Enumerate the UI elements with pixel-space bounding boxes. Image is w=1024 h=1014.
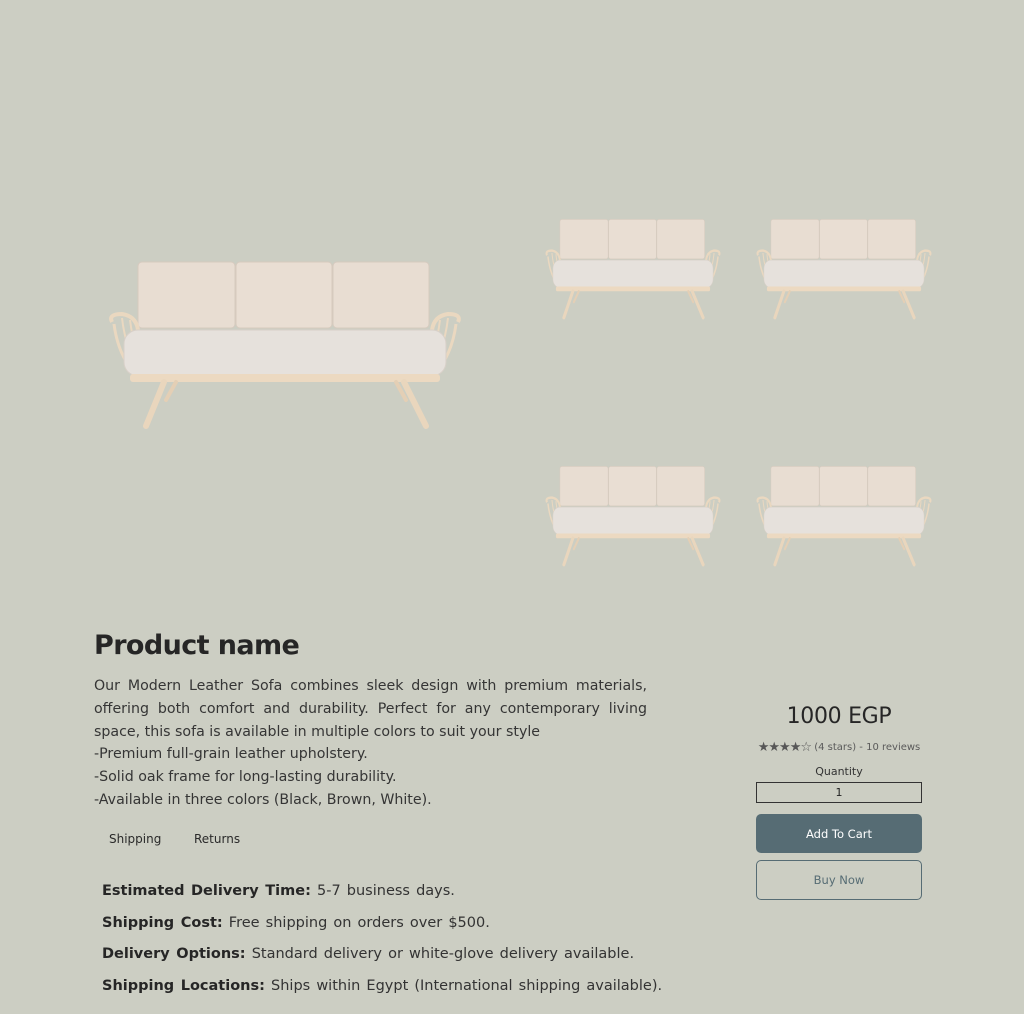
- product-thumbnail-4[interactable]: [754, 464, 934, 567]
- star-outline-icon: ☆: [800, 740, 811, 755]
- shipping-label: Estimated Delivery Time:: [102, 883, 311, 899]
- feature-item: -Premium full-grain leather upholstery.: [94, 746, 368, 763]
- shipping-value: Free shipping on orders over $500.: [228, 914, 490, 931]
- shipping-value: Ships within Egypt (International shipping available).: [271, 977, 663, 994]
- product-rating: [756, 740, 922, 755]
- product-thumbnail-1[interactable]: [543, 217, 723, 320]
- add-to-cart-button[interactable]: Add To Cart: [756, 814, 922, 853]
- shipping-label: Shipping Cost:: [102, 914, 223, 931]
- shipping-row-delivery-time: [102, 878, 662, 910]
- product-title: Product name: [94, 630, 300, 661]
- product-description: [94, 675, 647, 812]
- star-icon: ★: [757, 740, 769, 755]
- shipping-value: 5-7 business days.: [316, 883, 455, 899]
- shipping-value: Standard delivery or white-glove delivery available.: [251, 946, 635, 963]
- shipping-label: Shipping Locations:: [102, 977, 265, 994]
- product-thumbnail-3[interactable]: [543, 464, 723, 567]
- star-icon: ★: [779, 740, 790, 755]
- shipping-details: [102, 878, 662, 1004]
- product-thumbnail-2[interactable]: [754, 217, 934, 320]
- quantity-input[interactable]: [756, 782, 922, 803]
- feature-item: -Available in three colors (Black, Brown, White).: [94, 791, 432, 808]
- product-price: 1000 EGP: [786, 704, 892, 729]
- tab-returns[interactable]: Returns: [194, 832, 241, 846]
- description-intro: Our Modern Leather Sofa combines sleek design with premium materials, offering both comfort and durability. Perfect for any contemporary living space, this sofa is available in multiple colors to suit your style: [94, 678, 647, 740]
- star-icon: ★: [768, 740, 780, 755]
- rating-summary: (4 stars) - 10 reviews: [814, 742, 921, 753]
- feature-item: -Solid oak frame for long-lasting durability.: [94, 769, 397, 786]
- main-product-image: [104, 258, 466, 430]
- tab-shipping[interactable]: Shipping: [109, 832, 162, 846]
- shipping-row-cost: [102, 910, 662, 942]
- star-icon: ★: [789, 740, 801, 755]
- shipping-row-options: [102, 941, 662, 973]
- shipping-label: Delivery Options:: [102, 946, 246, 963]
- buy-now-button[interactable]: Buy Now: [756, 860, 922, 900]
- quantity-label: Quantity: [815, 765, 863, 778]
- rating-stars: [758, 740, 811, 755]
- shipping-row-locations: [102, 973, 662, 1005]
